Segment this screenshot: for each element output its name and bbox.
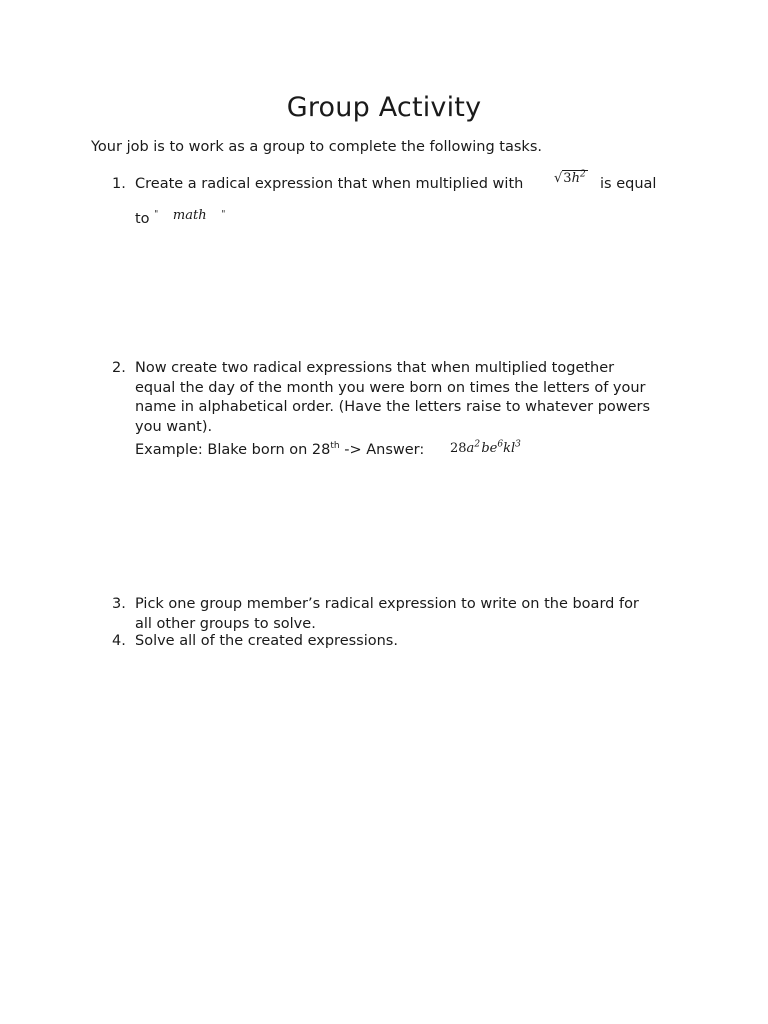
- radical-coefficient: 3: [563, 171, 572, 186]
- answer-coefficient: 28: [450, 441, 467, 456]
- example-suffix: -> Answer:: [339, 442, 425, 458]
- intro-text: Your job is to work as a group to complete the following tasks.: [91, 139, 542, 155]
- list-item-1: [112, 169, 672, 235]
- list-item-4: [112, 632, 672, 652]
- example-superscript: th: [330, 441, 340, 452]
- page-title: Group Activity: [286, 92, 482, 123]
- item-number: 4.: [112, 633, 126, 649]
- example-answer-expression: [450, 439, 521, 459]
- answer-var-e: e: [489, 441, 498, 456]
- list-item-2: [112, 359, 672, 469]
- item-number: 3.: [112, 596, 126, 612]
- item-3-line-2: all other groups to solve.: [135, 615, 316, 632]
- answer-var-a: a: [466, 441, 475, 456]
- sqrt-symbol: √: [554, 171, 563, 186]
- item-1-line2: [135, 206, 225, 230]
- quote-close: ": [221, 210, 226, 220]
- answer-exp-a: 2: [474, 439, 481, 450]
- radical-variable: h: [571, 171, 580, 186]
- radical-exponent: 2: [579, 169, 586, 180]
- math-word: math: [172, 208, 207, 223]
- answer-var-l: l: [511, 441, 516, 456]
- answer-exp-l: 3: [515, 439, 521, 450]
- item-2-line-3: name in alphabetical order. (Have the letters raise to whatever powers: [135, 399, 651, 415]
- list-item-3: [112, 595, 672, 635]
- quote-open: ": [154, 210, 159, 220]
- item-2-line-4: you want).: [135, 418, 213, 435]
- answer-var-b: b: [481, 441, 490, 456]
- item-number: 1.: [112, 176, 126, 192]
- item-4-line-1: Solve all of the created expressions.: [135, 633, 398, 649]
- item-1-to: to: [135, 211, 150, 227]
- example-prefix: Example: Blake born on 28: [135, 442, 331, 458]
- example-line: [135, 441, 424, 461]
- item-2-line-1: Now create two radical expressions that when multiplied together: [135, 360, 615, 376]
- item-1-text-after: is equal: [600, 176, 657, 192]
- answer-exp-e: 6: [497, 439, 504, 450]
- item-number: 2.: [112, 360, 126, 376]
- answer-var-k: k: [503, 441, 511, 456]
- item-2-line-2: equal the day of the month you were born on times the letters of your: [135, 379, 646, 396]
- radical-expression: [554, 169, 588, 189]
- item-1-text: Create a radical expression that when multiplied with: [135, 176, 524, 192]
- item-3-line-1: Pick one group member’s radical expression to write on the board for: [135, 596, 639, 612]
